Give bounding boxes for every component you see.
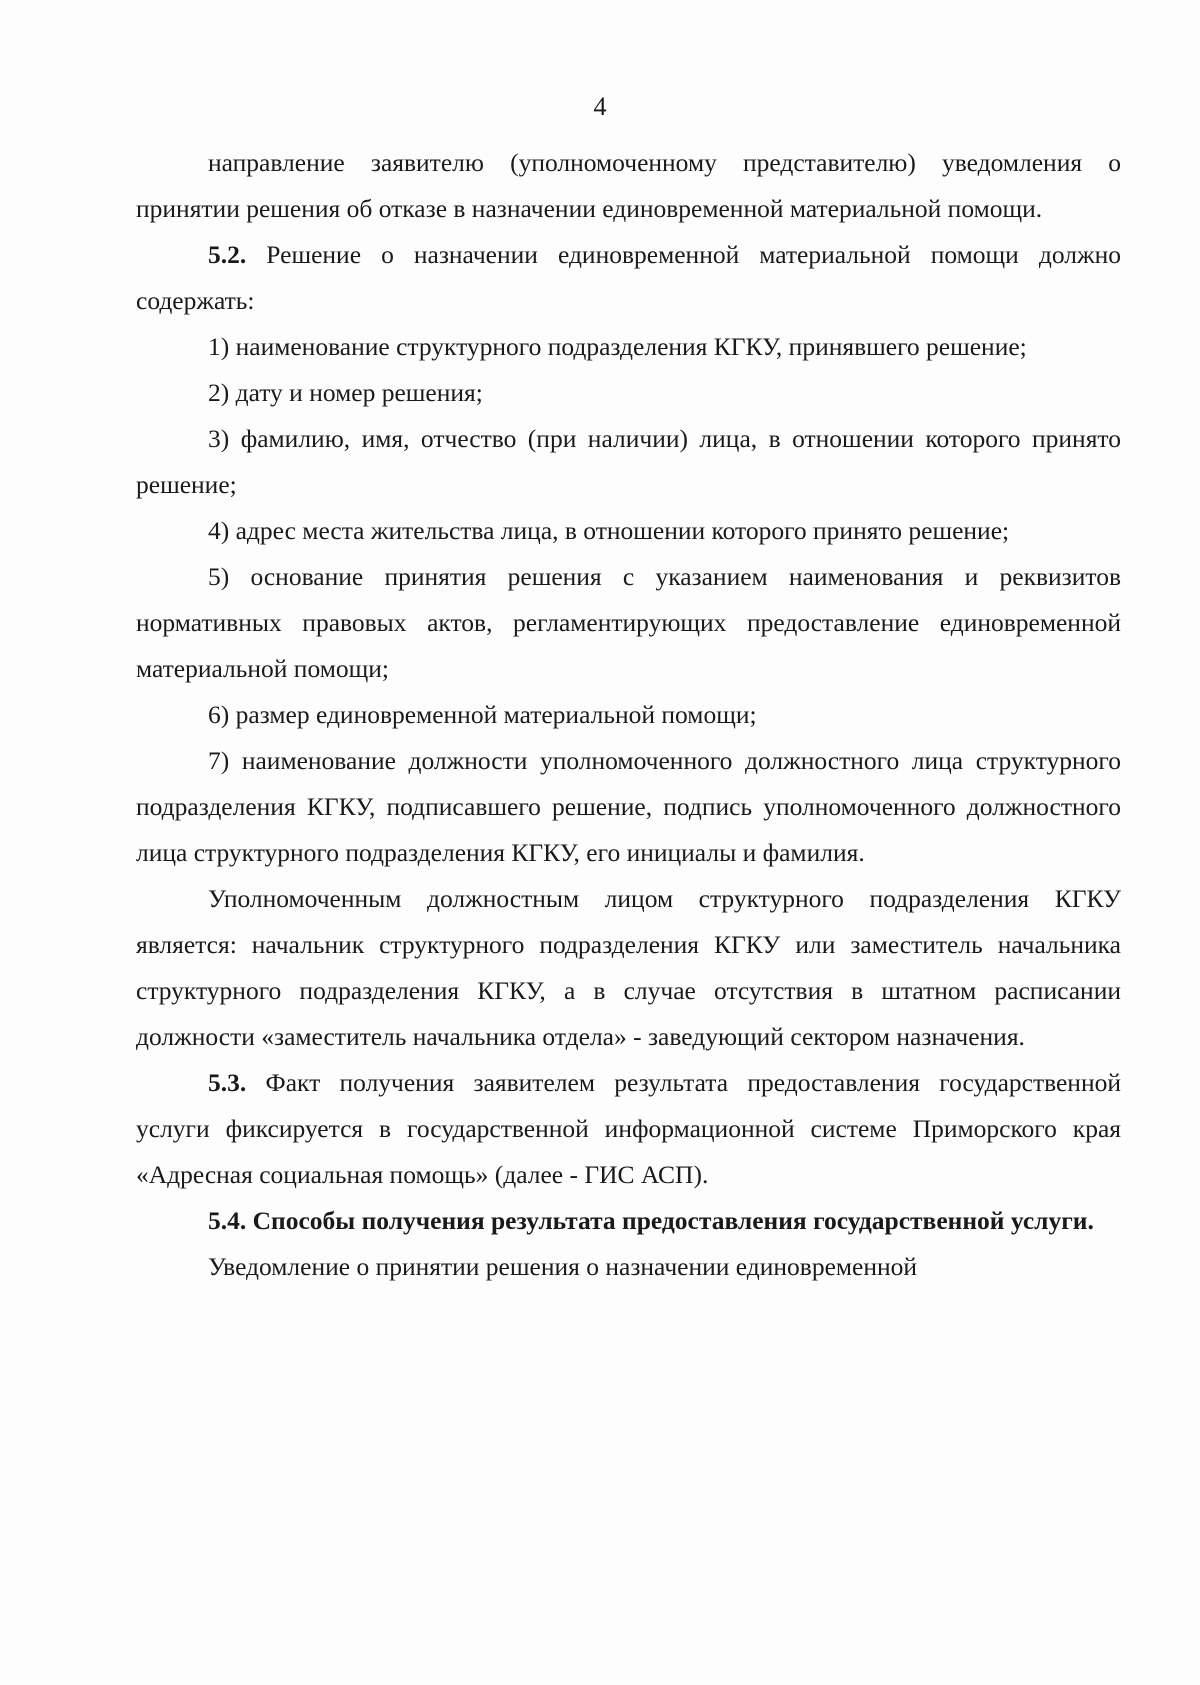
paragraph-5-3-text: Факт получения заявителем результата предоставления государственной услуги фиксируется в государственной информационной системе Приморского края «Адресная социальная помощь» (далее - ГИС АСП). [136, 1068, 1121, 1189]
paragraph-notice-start: Уведомление о принятии решения о назначении единовременной [208, 1252, 918, 1281]
list-item-6: 6) размер единовременной материальной помощи; [208, 700, 757, 729]
list-item-3: 3) фамилию, имя, отчество (при наличии) лица, в отношении которого принято решение; [136, 424, 1121, 499]
document-body [136, 140, 1121, 1290]
list-item-4: 4) адрес места жительства лица, в отношении которого принято решение; [208, 516, 1010, 545]
list-item-1: 1) наименование структурного подразделения КГКУ, принявшего решение; [208, 332, 1027, 361]
paragraph-5-3 [136, 1060, 1121, 1198]
paragraph-5-2 [136, 232, 1121, 324]
paragraph-5-2-text: Решение о назначении единовременной материальной помощи должно содержать: [136, 240, 1121, 315]
paragraph-refusal-notice: направление заявителю (уполномоченному представителю) уведомления о принятии решения об отказе в назначении единовременной материальной помощи. [136, 148, 1121, 223]
paragraph-authorized-official: Уполномоченным должностным лицом структурного подразделения КГКУ является: начальник структурного подразделения КГКУ или заместитель начальника структурного подразделения КГКУ, а в случае отсутствия в штатном расписании должности «заместитель начальника отдела» - заведующий сектором назначения. [136, 884, 1121, 1051]
section-number-5-3: 5.3. [208, 1068, 247, 1097]
list-item-7: 7) наименование должности уполномоченного должностного лица структурного подразделения КГКУ, подписавшего решение, подпись уполномоченного должностного лица структурного подразделения КГКУ, его инициалы и фамилия. [136, 746, 1121, 867]
page-number: 4 [593, 92, 607, 121]
list-item-2: 2) дату и номер решения; [208, 378, 483, 407]
list-item-5: 5) основание принятия решения с указанием наименования и реквизитов нормативных правовых актов, регламентирующих предоставление единовременной материальной помощи; [136, 562, 1121, 683]
heading-5-4: 5.4. Способы получения результата предоставления государственной услуги. [208, 1206, 1094, 1235]
section-number-5-2: 5.2. [208, 240, 247, 269]
